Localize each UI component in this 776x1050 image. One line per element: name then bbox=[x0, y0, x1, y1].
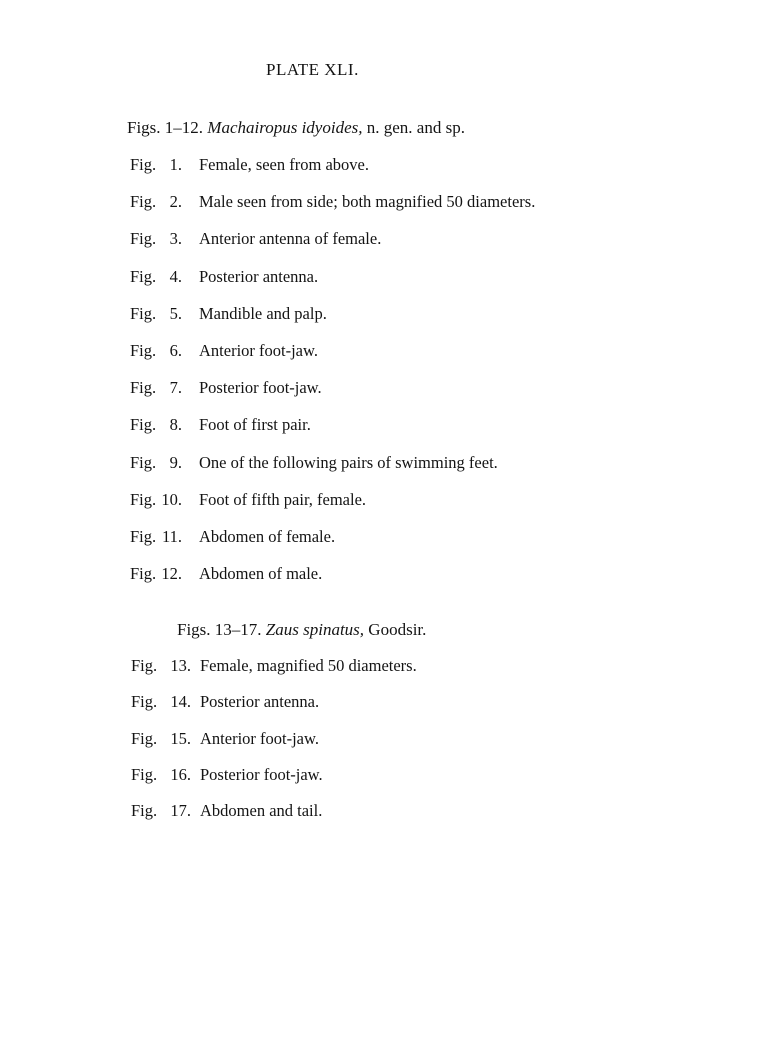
fig-row bbox=[130, 490, 730, 512]
fig-number: 15. bbox=[170, 728, 191, 748]
fig-label: Fig. bbox=[130, 415, 157, 435]
fig-label: Fig. bbox=[131, 801, 158, 821]
fig-description: Female, magnified 50 diameters. bbox=[200, 656, 417, 675]
fig-description: Female, seen from above. bbox=[199, 155, 369, 174]
fig-number: 10. bbox=[161, 489, 182, 509]
fig-label: Fig. bbox=[130, 527, 157, 546]
fig-row bbox=[131, 801, 731, 823]
fig-row bbox=[130, 564, 730, 586]
group1-note: n. gen. and sp. bbox=[366, 118, 465, 137]
fig-label: Fig. bbox=[130, 378, 157, 398]
fig-label: Fig. bbox=[131, 656, 158, 675]
fig-description: Abdomen and tail. bbox=[200, 801, 323, 821]
fig-number: 7. bbox=[169, 378, 182, 398]
fig-row bbox=[131, 692, 731, 714]
fig-number: 1. bbox=[169, 155, 182, 174]
fig-label: Fig. bbox=[130, 489, 157, 509]
fig-label: Fig. bbox=[131, 764, 158, 784]
fig-number: 17. bbox=[170, 801, 191, 821]
fig-label: Fig. bbox=[131, 692, 158, 712]
fig-label: Fig. bbox=[130, 341, 157, 360]
fig-description: One of the following pairs of swimming feet. bbox=[199, 452, 498, 472]
fig-description: Anterior foot-jaw. bbox=[199, 341, 318, 360]
fig-label: Fig. bbox=[131, 728, 158, 748]
fig-number: 9. bbox=[169, 452, 182, 472]
fig-row bbox=[130, 229, 730, 251]
fig-row bbox=[130, 415, 730, 437]
fig-label: Fig. bbox=[130, 564, 157, 584]
fig-label: Fig. bbox=[130, 452, 157, 472]
fig-row bbox=[130, 378, 730, 400]
fig-number: 5. bbox=[169, 303, 182, 323]
fig-row bbox=[131, 656, 731, 678]
fig-number: 14. bbox=[170, 692, 191, 712]
fig-row bbox=[130, 155, 730, 177]
fig-number: 3. bbox=[169, 229, 182, 249]
fig-number: 8. bbox=[169, 415, 182, 435]
fig-row bbox=[131, 765, 731, 787]
fig-description: Male seen from side; both magnified 50 diameters. bbox=[199, 192, 536, 212]
fig-row bbox=[130, 192, 730, 214]
fig-description: Posterior antenna. bbox=[200, 692, 320, 712]
fig-label: Fig. bbox=[130, 229, 157, 249]
fig-description: Abdomen of female. bbox=[199, 527, 336, 546]
fig-number: 11. bbox=[161, 527, 182, 546]
fig-row bbox=[131, 729, 731, 751]
fig-label: Fig. bbox=[130, 155, 157, 174]
fig-description: Anterior antenna of female. bbox=[199, 229, 382, 249]
fig-description: Posterior foot-jaw. bbox=[200, 764, 323, 784]
group2-figs: Figs. 13–17. bbox=[177, 620, 262, 639]
fig-row bbox=[130, 527, 730, 549]
fig-row bbox=[130, 453, 730, 475]
group1-header bbox=[127, 118, 465, 138]
fig-description: Mandible and palp. bbox=[199, 303, 327, 323]
fig-number: 6. bbox=[169, 341, 182, 360]
fig-label: Fig. bbox=[130, 266, 157, 286]
group1-figs: Figs. 1–12. bbox=[127, 118, 204, 137]
fig-row bbox=[130, 267, 730, 289]
group1-species: Machairopus idyoides, bbox=[207, 118, 363, 137]
fig-number: 16. bbox=[170, 764, 191, 784]
fig-number: 2. bbox=[169, 192, 182, 212]
fig-number: 4. bbox=[169, 266, 182, 286]
fig-description: Foot of first pair. bbox=[199, 415, 311, 435]
fig-label: Fig. bbox=[130, 303, 157, 323]
fig-description: Posterior antenna. bbox=[199, 266, 319, 286]
fig-number: 12. bbox=[161, 564, 182, 584]
page-title: PLATE XLI. bbox=[266, 60, 359, 79]
group2-header bbox=[177, 620, 426, 640]
group2-note: Goodsir. bbox=[368, 620, 427, 639]
fig-description: Anterior foot-jaw. bbox=[200, 728, 319, 748]
fig-description: Posterior foot-jaw. bbox=[199, 378, 322, 398]
fig-number: 13. bbox=[170, 656, 191, 675]
fig-description: Abdomen of male. bbox=[199, 564, 323, 584]
fig-description: Foot of fifth pair, female. bbox=[199, 489, 367, 509]
fig-row bbox=[130, 341, 730, 363]
fig-label: Fig. bbox=[130, 192, 157, 212]
fig-row bbox=[130, 304, 730, 326]
group2-species: Zaus spinatus, bbox=[265, 620, 365, 639]
